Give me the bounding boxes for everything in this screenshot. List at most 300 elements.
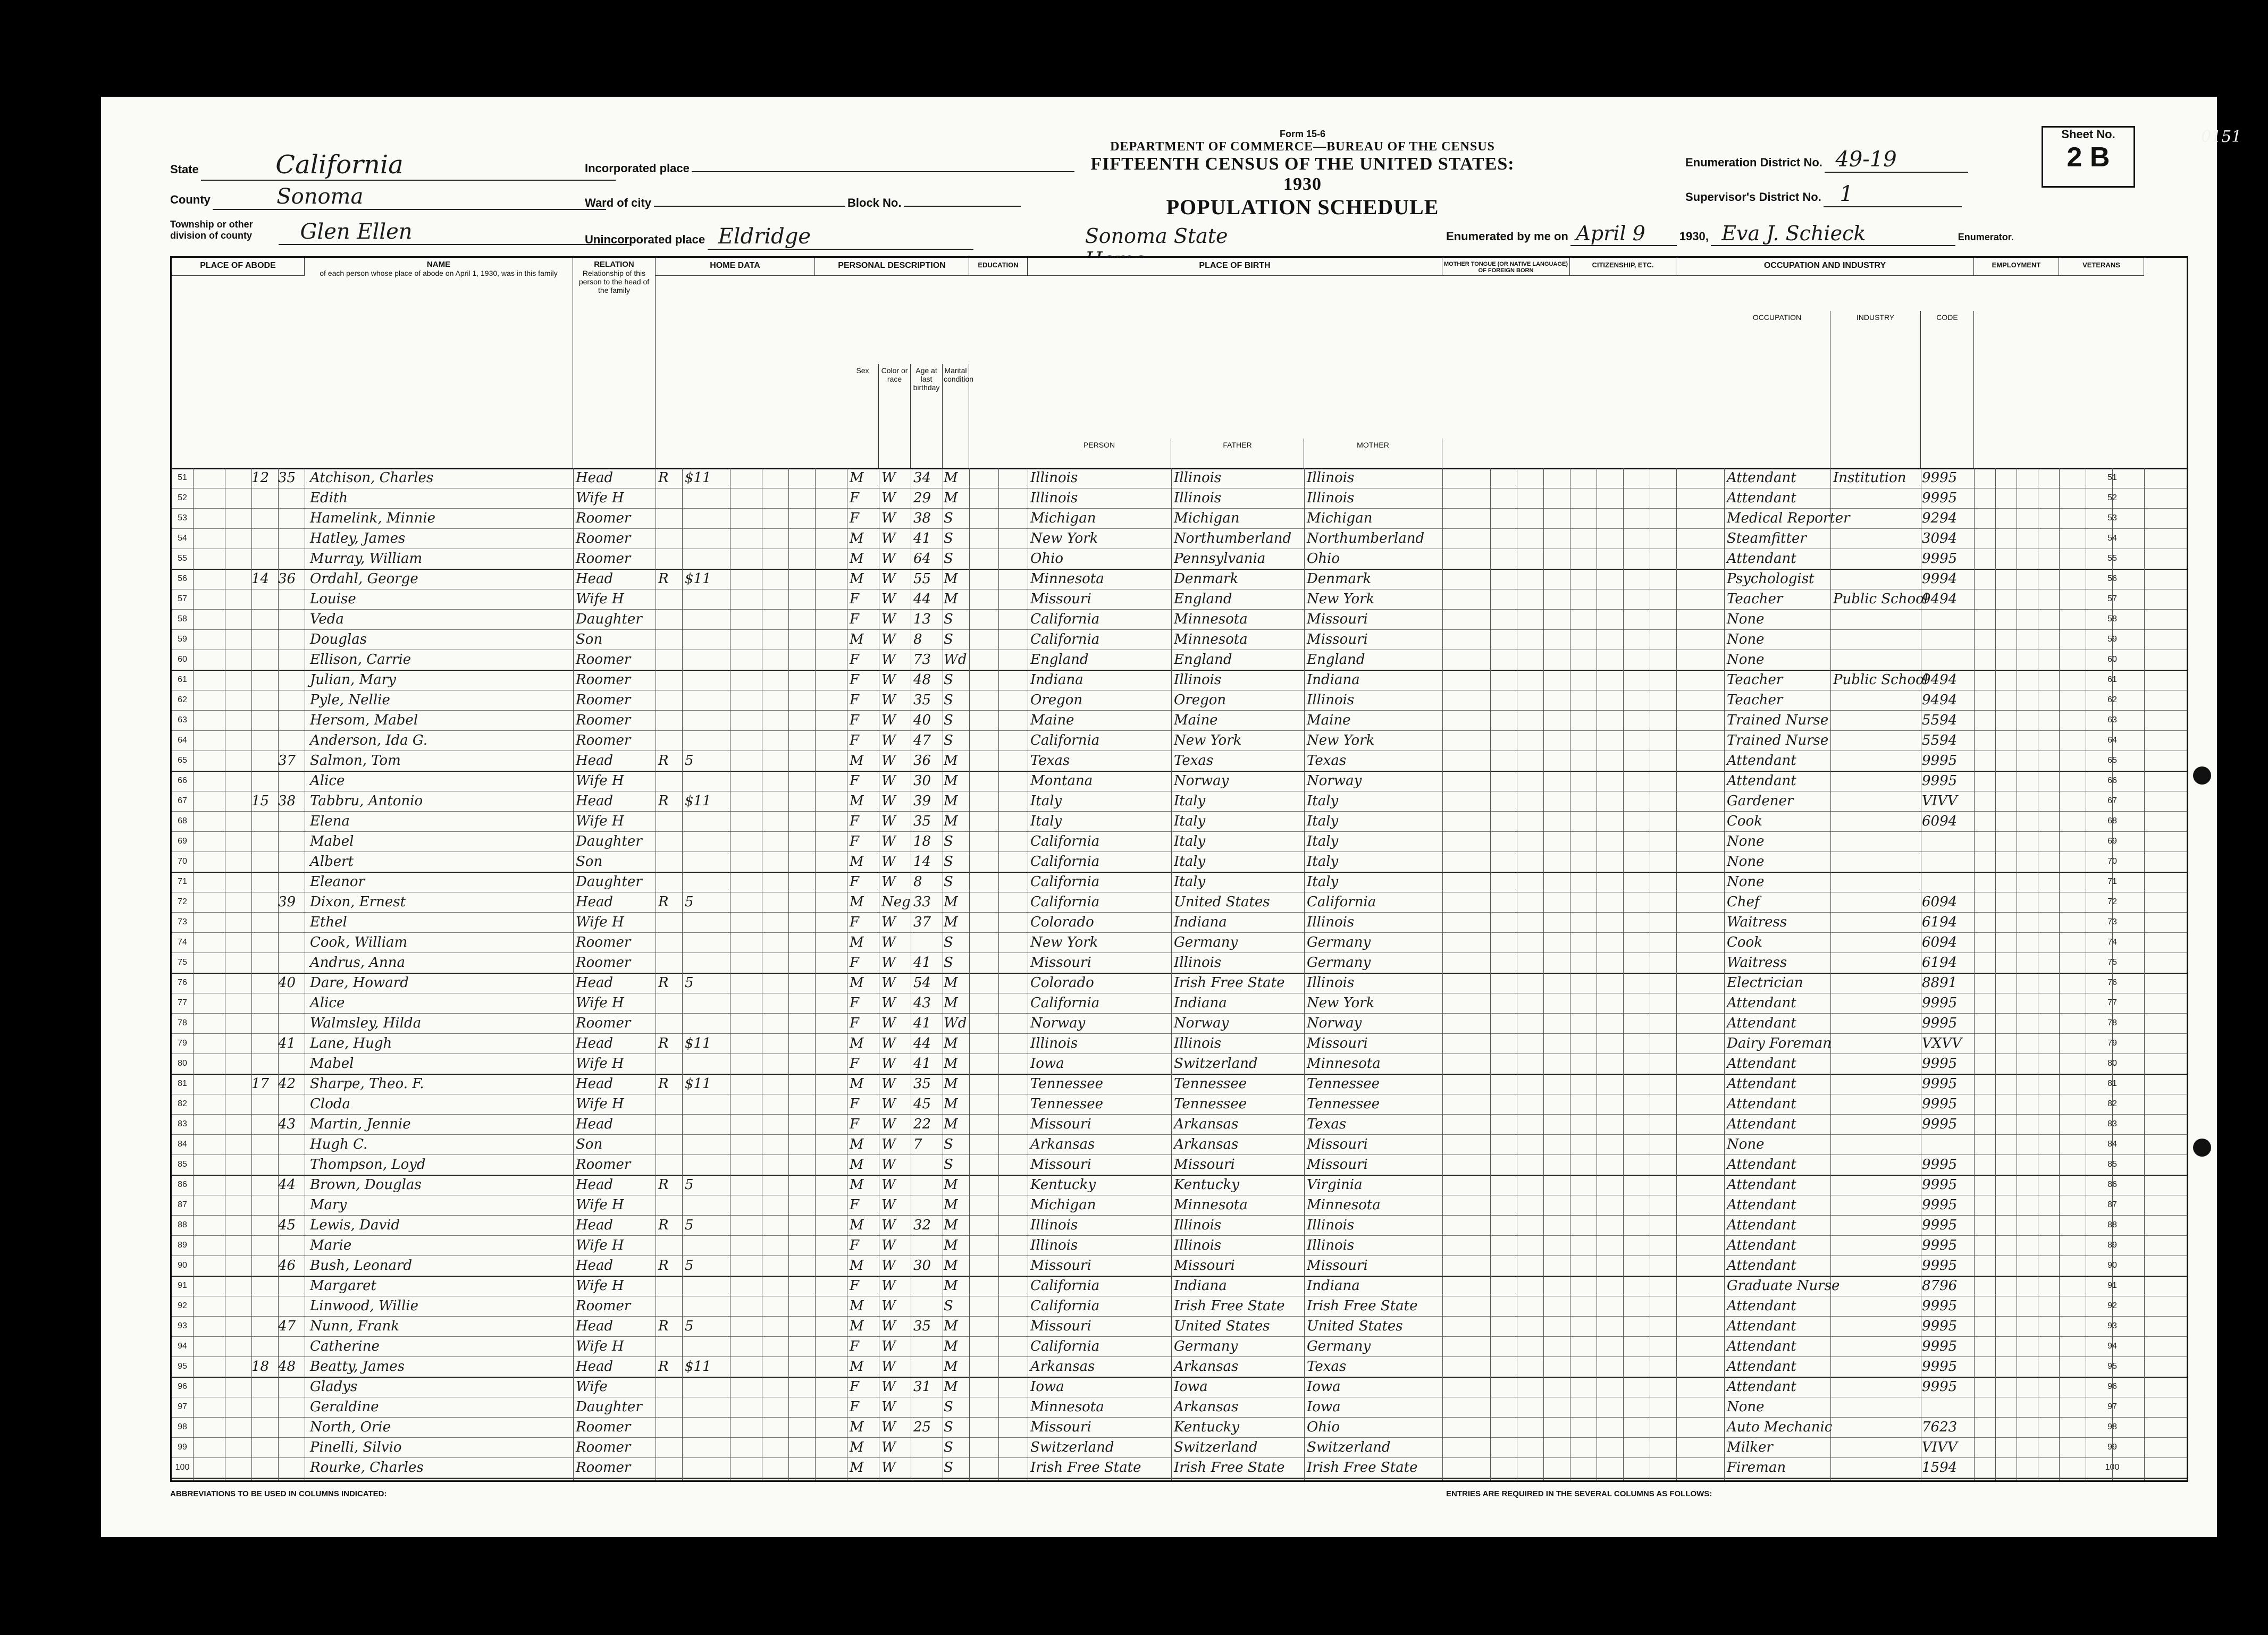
home-tenure [658, 1457, 679, 1478]
col-name [305, 258, 573, 468]
relation: Head [576, 1076, 614, 1092]
occupation: Cook [1727, 934, 1762, 950]
supervisor-value: 1 [1824, 182, 1962, 207]
dwelling-number [251, 1397, 278, 1417]
table-row [172, 912, 2187, 933]
home-value [685, 589, 727, 609]
race: W [881, 1379, 896, 1395]
age [913, 1175, 940, 1195]
person-name: Pyle, Nellie [310, 692, 390, 708]
father-birthplace: Missouri [1174, 1258, 1235, 1274]
race: W [881, 914, 896, 930]
occupation: Attendant [1727, 1338, 1796, 1354]
occupation-code: 1594 [1922, 1460, 1958, 1476]
age: 44 [913, 591, 931, 607]
sex: F [850, 692, 860, 708]
home-tenure [658, 932, 679, 953]
table-row [172, 1397, 2187, 1418]
mother-birthplace: California [1307, 894, 1376, 910]
mother-birthplace: Tennessee [1307, 1076, 1380, 1092]
home-value [685, 609, 727, 629]
birthplace: Illinois [1030, 470, 1078, 486]
mother-birthplace: Missouri [1307, 1258, 1368, 1274]
occupation: Attendant [1727, 551, 1796, 567]
row-number-left: 73 [178, 917, 187, 926]
row-number: 53 [2107, 513, 2117, 522]
row-number: 71 [2107, 877, 2117, 886]
column-rule [1304, 468, 1305, 1480]
mother-birthplace: Illinois [1307, 490, 1355, 506]
row-number-left: 53 [178, 513, 187, 522]
industry [1833, 1276, 1921, 1296]
sheet-value: 2 B [2067, 142, 2110, 173]
column-rule [278, 468, 279, 1480]
age: 43 [913, 995, 931, 1011]
birthplace: Minnesota [1030, 571, 1104, 587]
person-name: Ordahl, George [310, 571, 418, 587]
row-number-left: 83 [178, 1119, 187, 1128]
father-birthplace: Illinois [1174, 1237, 1222, 1253]
home-value [685, 912, 727, 932]
birthplace: Michigan [1030, 510, 1096, 526]
family-number [278, 730, 305, 751]
dwelling-number [251, 1377, 278, 1397]
relation: Roomer [576, 510, 631, 526]
birthplace: Iowa [1030, 1056, 1064, 1072]
mother-birthplace: Michigan [1307, 510, 1373, 526]
person-name: Catherine [310, 1338, 380, 1354]
occupation-code: 9995 [1922, 490, 1958, 506]
col-relation-desc: Relationship of this person to the head of the family [578, 269, 650, 294]
relation: Head [576, 1177, 614, 1193]
home-tenure [658, 1235, 679, 1255]
table-row [172, 589, 2187, 610]
occupation: Graduate Nurse [1727, 1278, 1840, 1294]
row-number-left: 100 [175, 1463, 190, 1472]
column-rule [1995, 468, 1996, 1480]
age: 41 [913, 1015, 931, 1031]
row-number: 57 [2107, 594, 2117, 603]
table-row [172, 892, 2187, 913]
home-tenure: R [658, 753, 669, 769]
occupation: Electrician [1727, 975, 1803, 991]
column-rule [682, 468, 683, 1480]
industry [1833, 488, 1921, 508]
home-tenure: R [658, 1217, 669, 1233]
margin-number: 0151 [2201, 128, 2242, 146]
age [913, 1336, 940, 1356]
age: 29 [913, 490, 931, 506]
table-row [172, 670, 2187, 690]
race: W [881, 1237, 896, 1253]
mother-birthplace: Illinois [1307, 975, 1355, 991]
col-age: Age at last birthday [911, 364, 943, 468]
dwelling-number [251, 1094, 278, 1114]
block-line [904, 190, 1021, 207]
occupation-code: 9995 [1922, 753, 1958, 769]
occupation: Attendant [1727, 1379, 1796, 1395]
dwelling-number [251, 1417, 278, 1437]
county-label: County [170, 193, 211, 206]
row-number-left: 90 [178, 1261, 187, 1270]
column-rule [193, 468, 194, 1480]
birthplace: New York [1030, 530, 1098, 546]
relation: Roomer [576, 1460, 631, 1476]
home-value [685, 811, 727, 831]
father-birthplace: Indiana [1174, 914, 1227, 930]
marital: M [944, 914, 958, 930]
industry [1833, 892, 1921, 912]
column-rule [573, 468, 574, 1480]
column-rule [1830, 468, 1831, 1480]
birthplace: Arkansas [1030, 1136, 1095, 1152]
industry [1833, 811, 1921, 831]
home-tenure [658, 710, 679, 730]
row-number-left: 62 [178, 695, 187, 704]
row-number-left: 74 [178, 938, 187, 947]
age: 14 [913, 854, 931, 870]
home-value [685, 771, 727, 791]
dwelling-number [251, 1276, 278, 1296]
row-number: 86 [2107, 1180, 2117, 1189]
person-name: Lewis, David [310, 1217, 400, 1233]
table-row [172, 771, 2187, 791]
age: 35 [913, 692, 931, 708]
family-number [278, 852, 305, 872]
relation: Roomer [576, 1015, 631, 1031]
race: W [881, 1318, 896, 1334]
relation: Roomer [576, 1419, 631, 1435]
family-number [278, 1457, 305, 1478]
block-label: Block No. [847, 196, 902, 209]
person-name: Tabbru, Antonio [310, 793, 423, 809]
family-number [278, 488, 305, 508]
row-number-left: 81 [178, 1079, 187, 1088]
occupation-code: 9995 [1922, 995, 1958, 1011]
relation: Son [576, 1136, 603, 1152]
dwelling-number [251, 1336, 278, 1356]
relation: Wife H [576, 914, 624, 930]
dwelling-number [251, 1154, 278, 1175]
marital: M [944, 1116, 958, 1132]
family-number [278, 650, 305, 670]
mother-birthplace: Missouri [1307, 631, 1368, 647]
race: W [881, 753, 896, 769]
race: W [881, 510, 896, 526]
group-occupation: OCCUPATION AND INDUSTRY [1676, 258, 1974, 276]
occupation-code: 9994 [1922, 571, 1958, 587]
marital: S [944, 1399, 953, 1415]
relation: Head [576, 571, 614, 587]
home-value: 5 [685, 1318, 694, 1334]
birthplace: Missouri [1030, 955, 1091, 971]
home-tenure [658, 1134, 679, 1154]
person-name: Ellison, Carrie [310, 652, 411, 668]
birthplace: Tennessee [1030, 1096, 1104, 1112]
row-number-left: 76 [178, 978, 187, 987]
race: W [881, 955, 896, 971]
dwelling-number [251, 1316, 278, 1336]
row-number-left: 82 [178, 1099, 187, 1108]
person-name: Geraldine [310, 1399, 379, 1415]
row-number: 97 [2107, 1402, 2117, 1411]
marital: M [944, 1177, 958, 1193]
age: 32 [913, 1217, 931, 1233]
age: 45 [913, 1096, 931, 1112]
row-number-left: 72 [178, 897, 187, 906]
schedule-title: POPULATION SCHEDULE [1166, 195, 1439, 219]
sex: F [850, 1379, 860, 1395]
occupation-code: 9995 [1922, 1096, 1958, 1112]
marital: S [944, 1460, 953, 1476]
age: 25 [913, 1419, 931, 1435]
incorporated-field [585, 155, 1074, 175]
person-name: Hugh C. [310, 1136, 368, 1152]
sex: M [850, 551, 864, 567]
occupation: Attendant [1727, 1359, 1796, 1375]
industry [1833, 1054, 1921, 1074]
father-birthplace: Illinois [1174, 955, 1222, 971]
table-row [172, 1276, 2187, 1296]
sex: F [850, 732, 860, 748]
marital: M [944, 813, 958, 829]
mother-birthplace: Texas [1307, 1359, 1347, 1375]
age: 35 [913, 1318, 931, 1334]
race: W [881, 1076, 896, 1092]
home-value: 5 [685, 1217, 694, 1233]
father-birthplace: Iowa [1174, 1379, 1208, 1395]
sex: M [850, 1419, 864, 1435]
industry [1833, 1316, 1921, 1336]
race: W [881, 470, 896, 486]
marital: S [944, 854, 953, 870]
home-tenure [658, 1094, 679, 1114]
column-rule [1543, 468, 1544, 1480]
occupation: None [1727, 1136, 1765, 1152]
row-number-left: 88 [178, 1220, 187, 1229]
row-number: 58 [2107, 614, 2117, 623]
marital: M [944, 753, 958, 769]
person-name: North, Orie [310, 1419, 391, 1435]
dwelling-number [251, 650, 278, 670]
person-name: Murray, William [310, 551, 423, 567]
industry [1833, 1195, 1921, 1215]
relation: Head [576, 1258, 614, 1274]
dwelling-number [251, 912, 278, 932]
row-number: 60 [2107, 655, 2117, 664]
sex: F [850, 773, 860, 789]
table-row [172, 569, 2187, 589]
row-number: 73 [2107, 917, 2117, 926]
race: W [881, 793, 896, 809]
race: W [881, 1157, 896, 1173]
age: 34 [913, 470, 931, 486]
occupation: Teacher [1727, 692, 1783, 708]
family-number [278, 872, 305, 892]
industry [1833, 751, 1921, 771]
person-name: Ethel [310, 914, 347, 930]
person-name: Mabel [310, 833, 354, 849]
occupation-code: 9494 [1922, 672, 1958, 688]
age: 36 [913, 753, 931, 769]
race: W [881, 874, 896, 890]
marital: M [944, 1258, 958, 1274]
family-number [278, 993, 305, 1013]
industry [1833, 1013, 1921, 1033]
race: W [881, 652, 896, 668]
family-number [278, 1296, 305, 1316]
race: W [881, 631, 896, 647]
column-rule [998, 468, 999, 1480]
father-birthplace: England [1174, 652, 1232, 668]
sheet-label: Sheet No. [2061, 128, 2115, 141]
sex: F [850, 591, 860, 607]
home-value: $11 [685, 571, 711, 587]
sex: F [850, 1096, 860, 1112]
father-birthplace: Switzerland [1174, 1056, 1258, 1072]
table-row [172, 1316, 2187, 1337]
occupation: Trained Nurse [1727, 712, 1829, 728]
occupation: Steamfitter [1727, 530, 1807, 546]
family-number [278, 831, 305, 852]
family-number: 42 [278, 1076, 296, 1092]
marital: M [944, 1217, 958, 1233]
family-number [278, 932, 305, 953]
birthplace: Missouri [1030, 1318, 1091, 1334]
relation: Roomer [576, 530, 631, 546]
home-tenure [658, 811, 679, 831]
row-number-left: 59 [178, 635, 187, 644]
row-number: 61 [2107, 675, 2117, 684]
col-relation-title: RELATION [594, 260, 634, 269]
birthplace: Montana [1030, 773, 1093, 789]
row-number: 82 [2107, 1099, 2117, 1108]
birthplace: Ohio [1030, 551, 1064, 567]
home-value [685, 1054, 727, 1074]
age: 18 [913, 833, 931, 849]
sex: M [850, 894, 864, 910]
entries-title: ENTRIES ARE REQUIRED IN THE SEVERAL COLUMNS AS FOLLOWS: [1446, 1489, 1712, 1498]
person-name: Margaret [310, 1278, 376, 1294]
occupation-code [1922, 872, 1974, 892]
home-value [685, 1094, 727, 1114]
family-number [278, 670, 305, 690]
mother-birthplace: Norway [1307, 773, 1362, 789]
occupation-code: 6094 [1922, 894, 1958, 910]
family-number [278, 771, 305, 791]
age: 41 [913, 530, 931, 546]
mother-birthplace: Illinois [1307, 914, 1355, 930]
row-number-left: 75 [178, 958, 187, 967]
home-tenure [658, 953, 679, 973]
age [913, 1235, 940, 1255]
row-number: 69 [2107, 837, 2117, 846]
table-row [172, 953, 2187, 974]
row-number-left: 65 [178, 756, 187, 765]
mother-birthplace: England [1307, 652, 1365, 668]
enumerator-name: Eva J. Schieck [1711, 222, 1955, 246]
table-row [172, 1336, 2187, 1357]
home-tenure: R [658, 1359, 669, 1375]
marital: M [944, 490, 958, 506]
column-rule [969, 468, 970, 1480]
table-row [172, 650, 2187, 671]
row-number: 75 [2107, 958, 2117, 967]
father-birthplace: Switzerland [1174, 1439, 1258, 1455]
marital: M [944, 591, 958, 607]
industry: Public School [1833, 672, 1929, 688]
row-number: 72 [2107, 897, 2117, 906]
mother-birthplace: Italy [1307, 813, 1339, 829]
occupation-code [1922, 650, 1974, 670]
father-birthplace: England [1174, 591, 1232, 607]
column-rule [1724, 468, 1725, 1480]
home-value: 5 [685, 753, 694, 769]
father-birthplace: Italy [1174, 874, 1206, 890]
occupation: Attendant [1727, 773, 1796, 789]
home-tenure [658, 872, 679, 892]
home-tenure [658, 670, 679, 690]
table-row [172, 1134, 2187, 1155]
relation: Daughter [576, 1399, 642, 1415]
group-place-of-abode: PLACE OF ABODE [172, 258, 305, 276]
census-sheet [101, 97, 2217, 1537]
father-birthplace: United States [1174, 894, 1270, 910]
dwelling-number: 14 [251, 571, 270, 587]
enumerated-field [1446, 222, 2014, 246]
occupation: None [1727, 652, 1765, 668]
column-headers [172, 258, 2187, 469]
row-number-left: 52 [178, 493, 187, 502]
age: 22 [913, 1116, 931, 1132]
person-name: Alice [310, 773, 345, 789]
relation: Head [576, 793, 614, 809]
sex: F [850, 1338, 860, 1354]
dwelling-number [251, 589, 278, 609]
race: W [881, 975, 896, 991]
marital: S [944, 631, 953, 647]
unincorporated-field [585, 224, 973, 250]
industry [1833, 609, 1921, 629]
table-row [172, 730, 2187, 751]
relation: Roomer [576, 551, 631, 567]
family-number: 41 [278, 1035, 296, 1051]
table-row [172, 973, 2187, 993]
age [913, 1154, 940, 1175]
home-value [685, 1276, 727, 1296]
row-number-left: 63 [178, 715, 187, 724]
mother-birthplace: Missouri [1307, 611, 1368, 627]
person-name: Mary [310, 1197, 347, 1213]
mother-birthplace: Maine [1307, 712, 1351, 728]
race: W [881, 530, 896, 546]
father-birthplace: United States [1174, 1318, 1270, 1334]
family-number: 44 [278, 1177, 296, 1193]
industry [1833, 1154, 1921, 1175]
relation: Roomer [576, 712, 631, 728]
person-name: Eleanor [310, 874, 365, 890]
home-tenure [658, 589, 679, 609]
father-birthplace: Arkansas [1174, 1399, 1239, 1415]
dwelling-number: 15 [251, 793, 270, 809]
title-block [1090, 129, 1515, 220]
incorporated-line [692, 155, 1074, 172]
age: 54 [913, 975, 931, 991]
occupation: None [1727, 833, 1765, 849]
dwelling-number: 17 [251, 1076, 270, 1092]
relation: Wife H [576, 995, 624, 1011]
family-number [278, 1397, 305, 1417]
